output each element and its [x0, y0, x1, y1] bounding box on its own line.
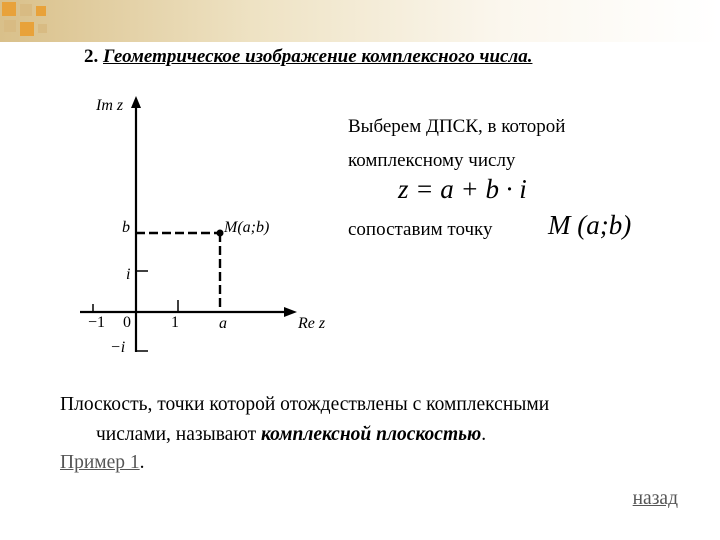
formula-point-m: M (a;b) — [548, 210, 632, 240]
back-link[interactable]: назад — [632, 488, 678, 509]
explanation-line-3: сопоставим точку — [348, 219, 493, 240]
point-m — [217, 230, 224, 237]
label-b: b — [122, 219, 130, 236]
real-axis-label: Re z — [298, 315, 326, 332]
label-minus-one: −1 — [88, 314, 106, 331]
label-minus-i: −i — [110, 339, 126, 356]
definition-continuation: числами, называют — [96, 424, 262, 445]
label-one: 1 — [171, 314, 179, 331]
label-i: i — [126, 266, 131, 283]
definition-end: . — [481, 424, 487, 445]
real-axis-arrow — [284, 307, 297, 317]
definition-line-1: Плоскость, точки которой отождествлены с комплексными — [60, 394, 550, 415]
definition-term: комплексной плоскостью — [261, 424, 482, 445]
definition-paragraph — [60, 390, 700, 450]
explanation-line-1: Выберем ДПСК, в которой — [348, 116, 566, 137]
label-zero: 0 — [123, 314, 131, 331]
heading-title: Геометрическое изображение комплексного числа. — [103, 46, 533, 67]
heading-number: 2. — [84, 46, 99, 67]
example-1-link[interactable]: Пример 1 — [60, 452, 140, 473]
label-a: a — [219, 315, 227, 332]
explanation-line-2: комплексному числу — [348, 150, 516, 171]
imaginary-axis-arrow — [131, 96, 141, 108]
definition-line-2 — [60, 420, 700, 450]
example-line — [60, 452, 145, 474]
imaginary-axis-label: Im z — [96, 97, 124, 114]
point-m-label: M(a;b) — [224, 219, 270, 236]
formula-z: z = a + b · i — [398, 174, 527, 204]
example-end: . — [139, 452, 145, 473]
